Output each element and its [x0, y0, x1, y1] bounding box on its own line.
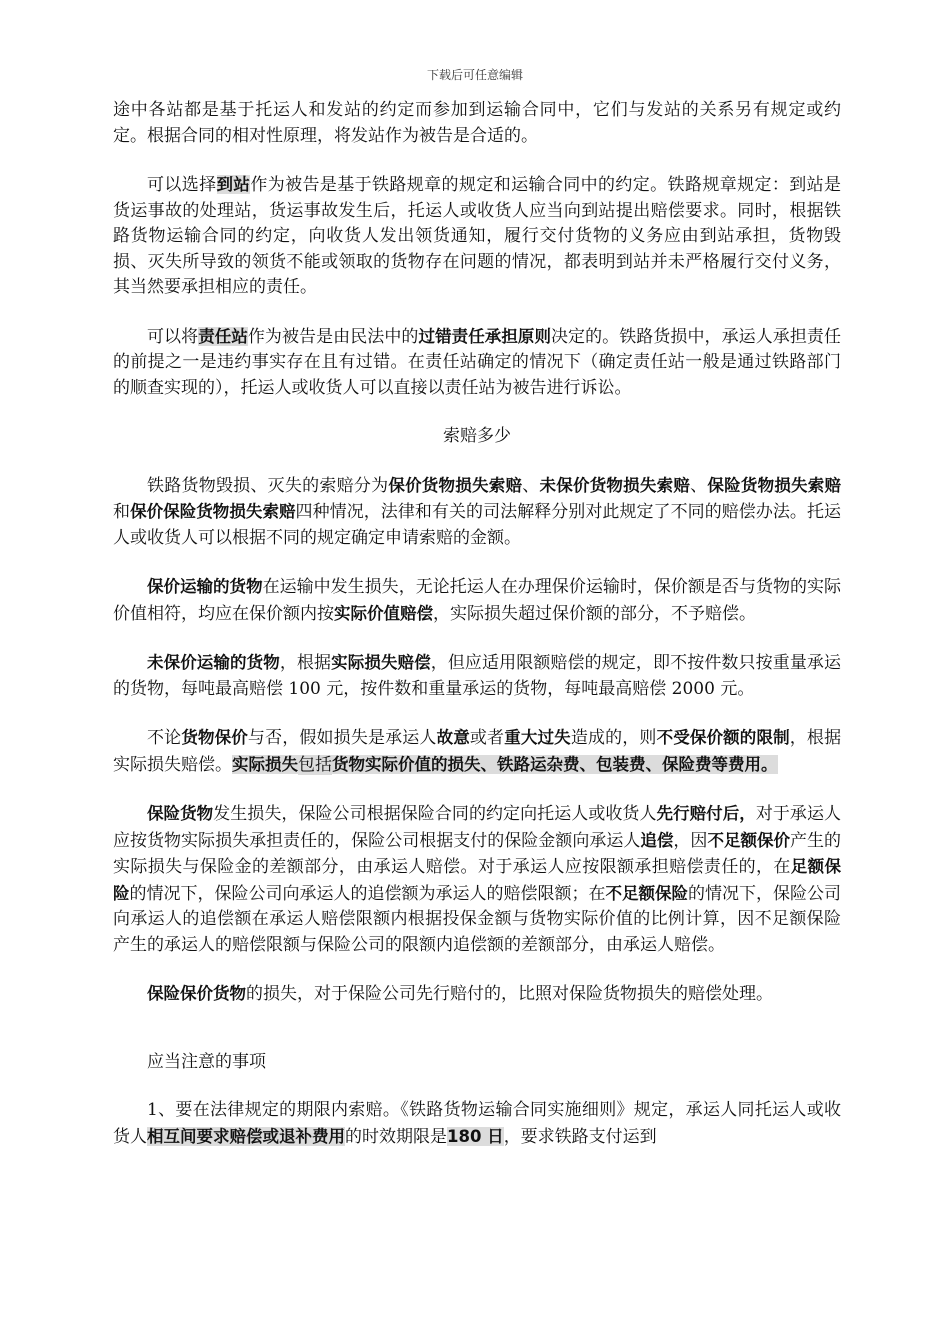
paragraph-1: 途中各站都是基于托运人和发站的约定而参加到运输合同中，它们与发站的关系另有规定或约定。根据合同的相对性原理，将发站作为被告是合适的。 — [113, 100, 841, 146]
paragraph-10: 1、要在法律规定的期限内索赔。《铁路货物运输合同实施细则》规定，承运人同托运人或收货人相互间要求赔偿或退补费用的时效期限是180 日，要求铁路支付运到 — [113, 1100, 841, 1147]
paragraph-4: 铁路货物毁损、灭失的索赔分为保价货物损失索赔、未保价货物损失索赔、保险货物损失索赔和保价保险货物损失索赔四种情况，法律和有关的司法解释分别对此规定了不同的赔偿办法。托运人或收货人可以根据不同的规定确定申请索赔的金额。 — [113, 475, 842, 548]
paragraph-5: 保价运输的货物在运输中发生损失，无论托运人在办理保价运输时，保价额是否与货物的实际价值相符，均应在保价额内按实际价值赔偿，实际损失超过保价额的部分，不予赔偿。 — [113, 577, 842, 624]
section-heading-notes: 应当注意的事项 — [147, 1051, 266, 1072]
paragraph-3: 可以将责任站作为被告是由民法中的过错责任承担原则决定的。铁路货损中，承运人承担责任的前提之一是违约事实存在且有过错。在责任站确定的情况下（确定责任站一般是通过铁路部门的顺查实现的），托运人或收货人可以直接以责任站为被告进行诉讼。 — [113, 326, 841, 398]
section-heading-claim-amount: 索赔多少 — [443, 426, 511, 446]
page-header: 下载后可任意编辑 — [426, 68, 523, 82]
paragraph-2: 可以选择到站作为被告是基于铁路规章的规定和运输合同中的约定。铁路规章规定：到站是货运事故的处理站，货运事故发生后，托运人或收货人应当向到站提出赔偿要求。同时，根据铁路货物运输合同的约定，向收货人发出领货通知，履行交付货物的义务应由到站承担，货物毁损、灭失所导致的领货不能或领取的货物存在问题的情况，都表明到站并未严格履行交付义务，其当然要承担相应的责任。 — [113, 175, 842, 297]
document-body — [113, 98, 841, 1173]
paragraph-9: 保险保价货物的损失，对于保险公司先行赔付的，比照对保险货物损失的赔偿处理。 — [147, 984, 773, 1004]
paragraph-8: 保险货物发生损失，保险公司根据保险合同的约定向托运人或收货人先行赔付后，对于承运人应按货物实际损失承担责任的，保险公司根据支付的保险金额向承运人追偿，因不足额保价产生的实际损失与保险金的差额部分，由承运人赔偿。对于承运人应按限额承担赔偿责任的，在足额保险的情况下，保险公司向承运人的追偿额为承运人的赔偿限额；在不足额保险的情况下，保险公司向承运人的追偿额在承运人赔偿限额内根据投保金额与货物实际价值的比例计算，因不足额保险产生的承运人的赔偿限额与保险公司的限额内追偿额的差额部分，由承运人赔偿。 — [113, 804, 842, 955]
paragraph-6: 未保价运输的货物，根据实际损失赔偿，但应适用限额赔偿的规定，即不按件数只按重量承运的货物，每吨最高赔偿 100 元，按件数和重量承运的货物，每吨最高赔偿 2000 元。 — [113, 653, 842, 699]
paragraph-7: 不论货物保价与否，假如损失是承运人故意或者重大过失造成的，则不受保价额的限制，根据实际损失赔偿。实际损失包括货物实际价值的损失、铁路运杂费、包装费、保险费等费用。 — [113, 728, 842, 775]
